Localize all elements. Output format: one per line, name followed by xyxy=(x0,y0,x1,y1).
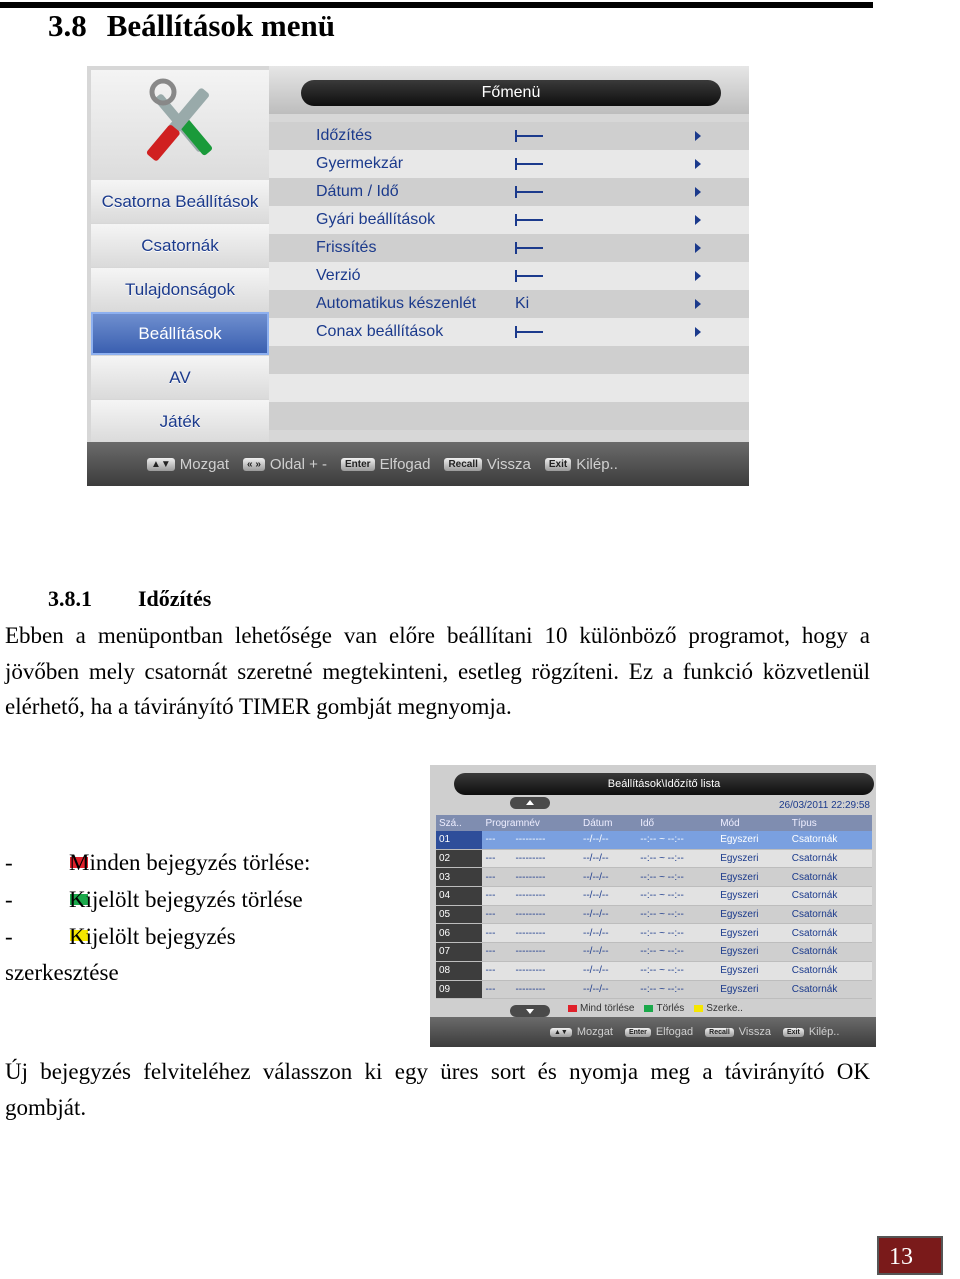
table-row[interactable] xyxy=(436,849,872,868)
table-cell: 09 xyxy=(436,980,482,999)
sidebar-item[interactable]: Játék xyxy=(91,400,269,443)
timer-list-title: Beállítások\Időzítő lista xyxy=(454,773,874,795)
table-cell: Egyszeri xyxy=(717,905,789,924)
chevron-right-icon xyxy=(695,299,701,309)
remote-key-icon: « » xyxy=(243,458,265,471)
footer-hint-label: Kilép.. xyxy=(576,455,618,473)
legend-label: Szerke.. xyxy=(706,1003,743,1014)
legend-item xyxy=(694,1003,743,1014)
footer-hint xyxy=(705,1026,771,1038)
chevron-right-icon xyxy=(695,215,701,225)
color-key-icon xyxy=(644,1005,653,1012)
table-cell: Csatornák xyxy=(789,943,872,962)
footer-hint xyxy=(243,456,327,473)
settings-row[interactable] xyxy=(269,122,749,150)
remote-key-icon: Recall xyxy=(705,1028,734,1037)
section-title: Beállítások menü xyxy=(106,8,335,43)
table-cell: --:-- ~ --:-- xyxy=(637,868,717,887)
table-cell: --- xyxy=(482,905,512,924)
settings-row[interactable] xyxy=(269,150,749,178)
table-cell: --/--/-- xyxy=(580,887,637,906)
empty-row xyxy=(269,402,749,430)
table-cell: --- xyxy=(482,961,512,980)
table-cell: Csatornák xyxy=(789,961,872,980)
settings-value: Ki xyxy=(515,295,530,312)
column-header: Dátum xyxy=(580,815,637,831)
table-cell: 02 xyxy=(436,849,482,868)
enter-arrow-icon xyxy=(515,191,543,193)
remote-key-icon: Enter xyxy=(341,458,375,471)
table-cell: --/--/-- xyxy=(580,849,637,868)
table-cell: 03 xyxy=(436,868,482,887)
table-cell: --------- xyxy=(512,961,580,980)
subsection-number: 3.8.1 xyxy=(48,586,92,611)
empty-row xyxy=(269,374,749,402)
table-cell: --:-- ~ --:-- xyxy=(637,924,717,943)
scroll-down-icon[interactable] xyxy=(510,1005,550,1017)
settings-row[interactable] xyxy=(269,262,749,290)
table-cell: Csatornák xyxy=(789,980,872,999)
footer-hint xyxy=(783,1026,839,1038)
table-cell: --- xyxy=(482,849,512,868)
table-cell: --/--/-- xyxy=(580,831,637,849)
enter-arrow-icon xyxy=(515,219,543,221)
chevron-right-icon xyxy=(695,243,701,253)
sidebar-item[interactable]: Csatornák xyxy=(91,224,269,267)
sidebar-item[interactable]: Tulajdonságok xyxy=(91,268,269,311)
settings-row[interactable] xyxy=(269,290,749,318)
chevron-right-icon xyxy=(695,271,701,281)
table-cell: Egyszeri xyxy=(717,924,789,943)
column-header: Mód xyxy=(717,815,789,831)
footer-hint-label: Elfogad xyxy=(379,455,431,473)
table-cell: Csatornák xyxy=(789,887,872,906)
table-cell: --------- xyxy=(512,831,580,849)
footer-hint xyxy=(550,1026,613,1038)
sidebar-item[interactable]: AV xyxy=(91,356,269,399)
table-cell: Egyszeri xyxy=(717,943,789,962)
footer-hint-label: Oldal + - xyxy=(269,455,328,473)
settings-list xyxy=(269,122,749,430)
table-cell: --------- xyxy=(512,980,580,999)
table-cell: --------- xyxy=(512,924,580,943)
footer-hint xyxy=(444,456,530,473)
footer-hint-label: Kilép.. xyxy=(808,1026,840,1038)
footer-hint-label: Elfogad xyxy=(655,1026,694,1038)
table-cell: Egyszeri xyxy=(717,961,789,980)
chevron-right-icon xyxy=(695,131,701,141)
legend-label: Törlés xyxy=(656,1003,685,1014)
table-cell: --- xyxy=(482,868,512,887)
table-cell: --:-- ~ --:-- xyxy=(637,943,717,962)
table-row[interactable] xyxy=(436,887,872,906)
table-cell: --:-- ~ --:-- xyxy=(637,849,717,868)
enter-arrow-icon xyxy=(515,247,543,249)
table-cell: 04 xyxy=(436,887,482,906)
section-number: 3.8 xyxy=(48,8,87,43)
table-cell: 05 xyxy=(436,905,482,924)
settings-row[interactable] xyxy=(269,206,749,234)
menu-header xyxy=(269,66,749,114)
legend-item xyxy=(644,1003,684,1014)
table-cell: --------- xyxy=(512,849,580,868)
table-cell: --------- xyxy=(512,905,580,924)
table-row[interactable] xyxy=(436,924,872,943)
footer-hint-label: Mozgat xyxy=(179,455,229,473)
table-cell: --:-- ~ --:-- xyxy=(637,961,717,980)
settings-label: Conax beállítások xyxy=(316,323,444,340)
chevron-right-icon xyxy=(695,187,701,197)
scroll-up-icon[interactable] xyxy=(510,797,550,809)
table-cell: Csatornák xyxy=(789,831,872,849)
timer-table xyxy=(436,815,872,999)
settings-label: Verzió xyxy=(316,267,361,284)
footer-hint xyxy=(625,1026,693,1038)
table-cell: --------- xyxy=(512,943,580,962)
column-header: Idő xyxy=(637,815,717,831)
table-cell: Egyszeri xyxy=(717,849,789,868)
table-cell: --/--/-- xyxy=(580,868,637,887)
legend-label: Mind törlése xyxy=(580,1003,635,1014)
table-cell: --:-- ~ --:-- xyxy=(637,831,717,849)
empty-row xyxy=(269,346,749,374)
bullet-delete-selected: - Kijelölt bejegyzés törlése xyxy=(5,887,303,912)
table-cell: 01 xyxy=(436,831,482,849)
table-cell: --:-- ~ --:-- xyxy=(637,980,717,999)
table-row[interactable] xyxy=(436,905,872,924)
settings-label: Gyári beállítások xyxy=(316,211,436,228)
main-menu-screenshot xyxy=(87,66,749,486)
chevron-right-icon xyxy=(695,159,701,169)
remote-key-icon: Exit xyxy=(545,458,571,471)
remote-key-icon: ▲▼ xyxy=(147,458,175,471)
table-cell: Csatornák xyxy=(789,905,872,924)
footer-hint xyxy=(341,456,430,473)
color-key-icon xyxy=(694,1005,703,1012)
color-key-legend xyxy=(568,1003,743,1014)
footer-hint xyxy=(545,456,618,473)
section-heading xyxy=(48,8,335,44)
page-number: 13 xyxy=(877,1236,943,1275)
table-row[interactable] xyxy=(436,980,872,999)
table-cell: --------- xyxy=(512,887,580,906)
subsection-title: Időzítés xyxy=(138,586,212,611)
sidebar-item[interactable]: Csatorna Beállítások xyxy=(91,180,269,223)
table-cell: 07 xyxy=(436,943,482,962)
menu-sidebar xyxy=(91,180,269,442)
color-key-icon xyxy=(568,1005,577,1012)
intro-paragraph: Ebben a menüpontban lehetősége van előre beállítani 10 különböző programot, hogy a jövőben mely csatornát szeretné megtekinteni, esetleg rögzíteni. Ez a funkció közvetlenül elérhető, ha a távirányító TIMER gombját megnyomja. xyxy=(5,623,870,719)
enter-arrow-icon xyxy=(515,163,543,165)
table-cell: --------- xyxy=(512,868,580,887)
table-cell: Egyszeri xyxy=(717,831,789,849)
table-cell: 06 xyxy=(436,924,482,943)
table-cell: Csatornák xyxy=(789,849,872,868)
column-header: Programnév xyxy=(482,815,580,831)
table-row[interactable] xyxy=(436,868,872,887)
timer-footer xyxy=(430,1017,876,1047)
settings-label: Gyermekzár xyxy=(316,155,404,172)
table-cell: 08 xyxy=(436,961,482,980)
table-cell: --- xyxy=(482,831,512,849)
table-cell: Csatornák xyxy=(789,868,872,887)
settings-row[interactable] xyxy=(269,178,749,206)
settings-label: Automatikus készenlét xyxy=(316,295,477,312)
remote-key-icon: Enter xyxy=(625,1028,651,1037)
settings-row[interactable] xyxy=(269,234,749,262)
closing-paragraph: Új bejegyzés felviteléhez válasszon ki egy üres sort és nyomja meg a távirányító OK gombját. xyxy=(5,1059,870,1120)
sidebar-item[interactable]: Beállítások xyxy=(91,312,269,355)
settings-label: Dátum / Idő xyxy=(316,183,399,200)
footer-hint-label: Vissza xyxy=(738,1026,771,1038)
subsection-heading xyxy=(48,586,211,612)
settings-row[interactable] xyxy=(269,318,749,346)
table-cell: Egyszeri xyxy=(717,980,789,999)
footer-hint-label: Mozgat xyxy=(576,1026,613,1038)
table-cell: --- xyxy=(482,943,512,962)
table-cell: --:-- ~ --:-- xyxy=(637,905,717,924)
remote-key-icon: Recall xyxy=(444,458,481,471)
timer-datetime: 26/03/2011 22:29:58 xyxy=(778,800,870,811)
tools-icon xyxy=(91,70,269,180)
table-row[interactable] xyxy=(436,961,872,980)
remote-key-icon: ▲▼ xyxy=(550,1028,572,1037)
legend-item xyxy=(568,1003,634,1014)
table-cell: --- xyxy=(482,924,512,943)
table-cell: --/--/-- xyxy=(580,943,637,962)
enter-arrow-icon xyxy=(515,331,543,333)
table-cell: --/--/-- xyxy=(580,905,637,924)
table-cell: Egyszeri xyxy=(717,868,789,887)
footer-hint-label: Vissza xyxy=(486,455,531,473)
column-header: Típus xyxy=(789,815,872,831)
column-header: Szá.. xyxy=(436,815,482,831)
menu-footer xyxy=(87,442,749,486)
settings-label: Frissítés xyxy=(316,239,377,256)
enter-arrow-icon xyxy=(515,135,543,137)
bullet-edit-selected: - Kijelölt bejegyzés szerkesztése xyxy=(5,924,236,985)
table-cell: --/--/-- xyxy=(580,980,637,999)
table-cell: Egyszeri xyxy=(717,887,789,906)
table-cell: --/--/-- xyxy=(580,961,637,980)
bullet-delete-all: - Minden bejegyzés törlése: xyxy=(5,850,311,875)
table-row[interactable] xyxy=(436,943,872,962)
table-cell: --- xyxy=(482,887,512,906)
table-cell: --- xyxy=(482,980,512,999)
table-cell: --/--/-- xyxy=(580,924,637,943)
timer-list-screenshot xyxy=(430,765,876,1047)
menu-title: Főmenü xyxy=(301,80,721,106)
table-cell: --:-- ~ --:-- xyxy=(637,887,717,906)
chevron-right-icon xyxy=(695,327,701,337)
settings-label: Időzítés xyxy=(316,127,373,144)
table-row[interactable] xyxy=(436,831,872,849)
enter-arrow-icon xyxy=(515,275,543,277)
footer-hint xyxy=(147,456,229,473)
table-cell: Csatornák xyxy=(789,924,872,943)
remote-key-icon: Exit xyxy=(783,1028,804,1037)
